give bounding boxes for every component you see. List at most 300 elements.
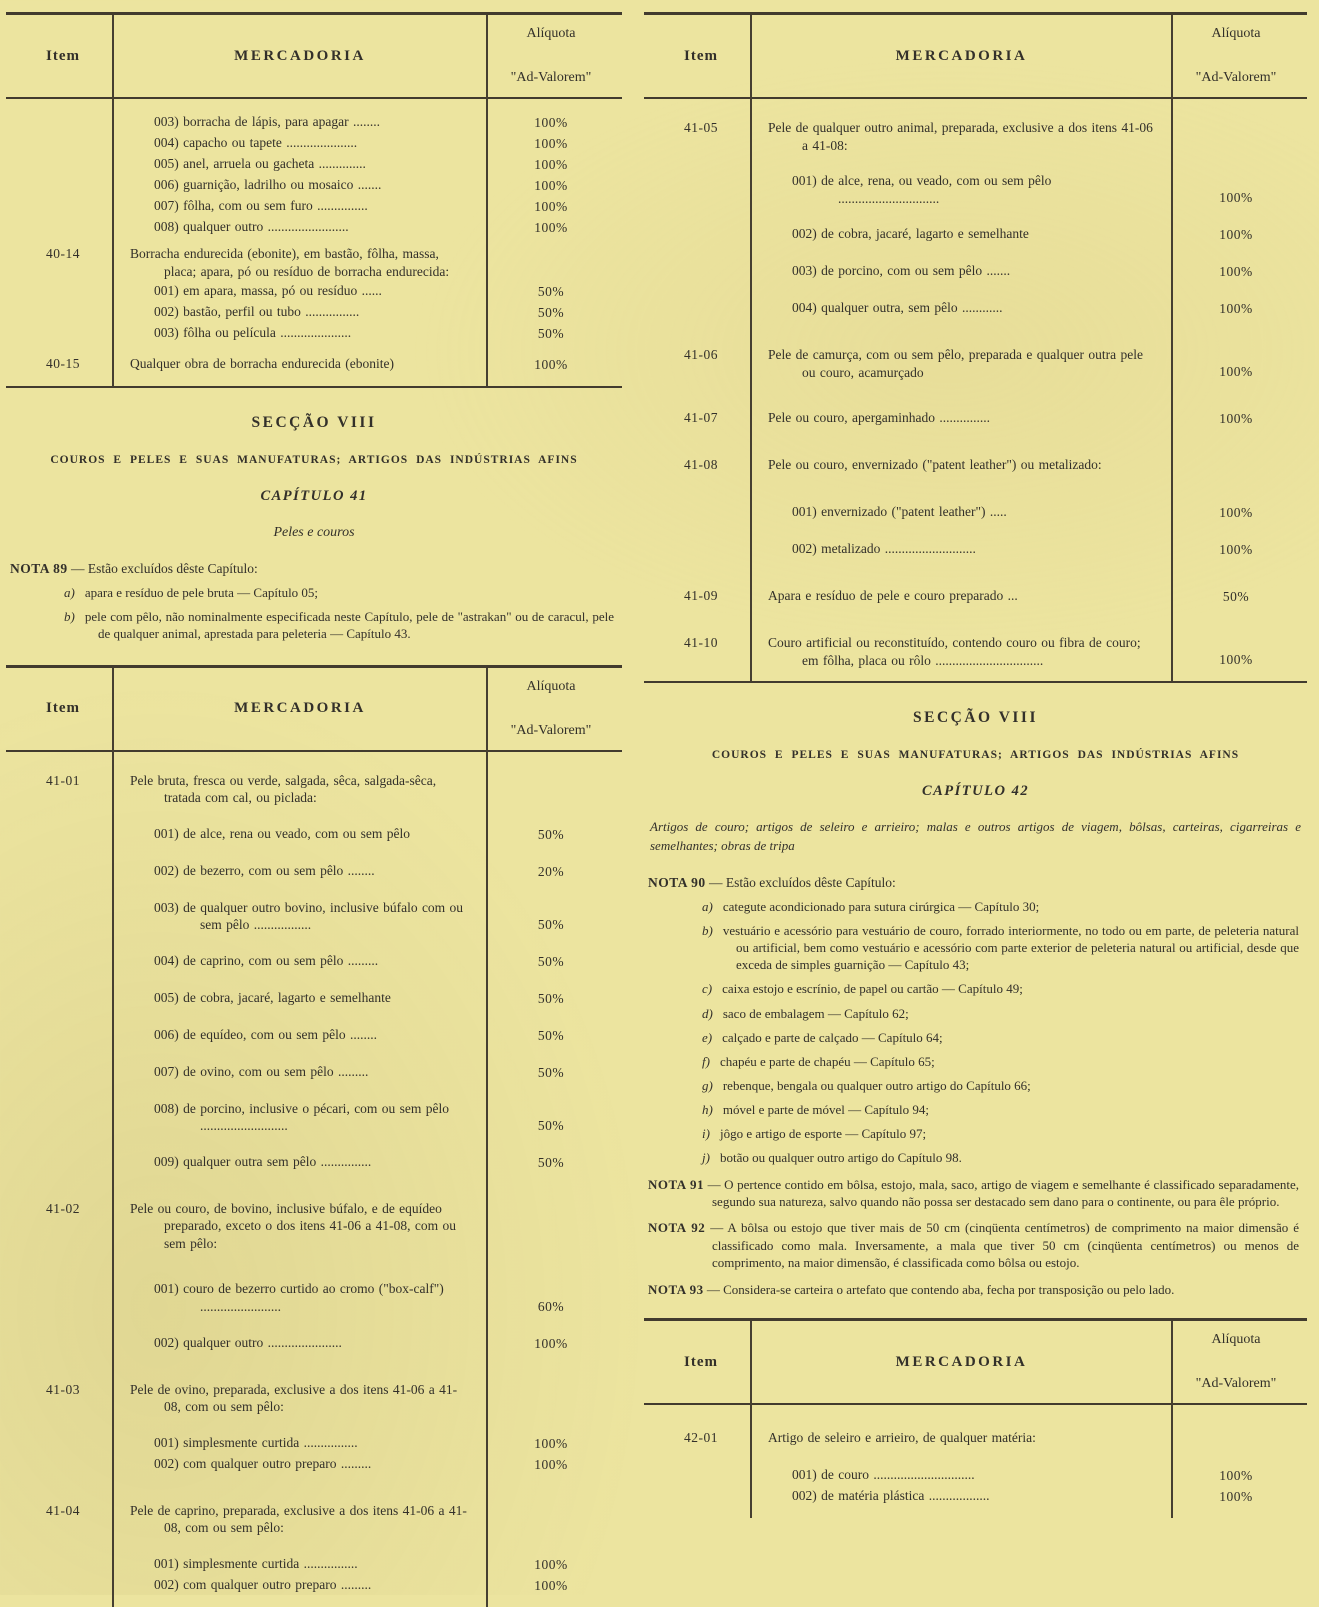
ad-valorem-rate	[480, 1153, 622, 1172]
rate-value: 100%	[534, 115, 568, 130]
rate-value: 100%	[534, 1335, 568, 1351]
table-row	[6, 197, 622, 216]
ad-valorem-rate	[1165, 172, 1307, 207]
merchandise-description: Pele de ovino, preparada, exclusive a dos itens 41-06 a 41-08, com ou sem pêlo:	[130, 1381, 458, 1415]
rate-value: 50%	[537, 1064, 565, 1080]
note-items	[10, 584, 618, 642]
item-code: 41-07	[684, 410, 718, 426]
note-intro: — Estão excluídos dêste Capítulo:	[71, 561, 258, 577]
note-item-letter: a)	[64, 585, 75, 601]
merchandise-description: 005) de cobra, jacaré, lagarto e semelhante	[154, 989, 391, 1005]
note-heading	[648, 875, 1303, 891]
table-row	[6, 1555, 622, 1574]
aliquota-label: Alíquota	[1211, 26, 1261, 41]
table-row	[644, 634, 1307, 669]
merchandise-description: Pele de caprino, preparada, exclusive a dos itens 41-06 a 41-08, com ou sem pêlo:	[130, 1502, 467, 1536]
merchandise-description: 005) anel, arruela ou gacheta ..............	[154, 156, 366, 171]
item-code	[6, 989, 120, 1008]
ad-valorem-rate	[480, 197, 622, 216]
note-paragraph: NOTA 91 — O pertence contido em bôlsa, estojo, mala, saco, artigo de viagem e semelhante é classificado separadamente, segundo sua natureza, salvo quando não possa ser destacado sem dano para o continente, ou para êle próprio.	[648, 1176, 1299, 1210]
merchandise-description: 002) com qualquer outro preparo .........	[154, 1455, 372, 1471]
left-column	[6, 6, 622, 1607]
note-item-letter: h)	[702, 1102, 713, 1118]
merchandise-description: 002) de bezerro, com ou sem pêlo ........	[154, 862, 375, 878]
table-row	[644, 225, 1307, 244]
table-row	[644, 262, 1307, 281]
note-label: NOTA 91	[648, 1176, 704, 1192]
merchandise-description: 003) borracha de lápis, para apagar ........	[154, 114, 381, 129]
ad-valorem-label: "Ad-Valorem"	[510, 722, 592, 738]
merchandise-description: 002) de cobra, jacaré, lagarto e semelhante	[792, 226, 1029, 242]
note-item: g) rebenque, bengala ou qualquer outro artigo do Capítulo 66;	[702, 1078, 1031, 1093]
merchandise-description: 001) de alce, rena ou veado, com ou sem pêlo	[154, 825, 411, 841]
ad-valorem-rate	[1165, 346, 1307, 381]
ad-valorem-rate	[480, 1576, 622, 1595]
chapter-subtitle: Peles e couros	[273, 525, 355, 541]
table-row	[6, 245, 622, 280]
column-divider	[486, 668, 488, 1607]
table-row	[644, 1466, 1307, 1485]
ad-valorem-rate	[480, 282, 622, 301]
item-code	[644, 262, 758, 281]
note-paragraphs	[648, 1176, 1303, 1298]
item-code: 41-01	[46, 772, 80, 788]
item-code: 42-01	[684, 1430, 718, 1446]
note-items	[648, 898, 1303, 1167]
merchandise-description: 004) qualquer outra, sem pêlo ............	[792, 300, 1003, 316]
rate-value: 100%	[534, 357, 568, 373]
table-row	[6, 303, 622, 322]
item-code: 41-10	[684, 635, 718, 651]
rate-value: 100%	[1219, 190, 1253, 206]
section-subtitle: COUROS E PELES E SUAS MANUFATURAS; ARTIGOS DAS INDÚSTRIAS AFINS	[50, 454, 578, 467]
column-divider	[486, 15, 488, 386]
merchandise-description: 006) de equídeo, com ou sem pêlo ........	[154, 1026, 377, 1042]
item-code: 41-08	[684, 457, 718, 473]
rate-value: 50%	[537, 1154, 565, 1170]
table-row	[6, 899, 622, 934]
item-code	[6, 1455, 120, 1474]
merchandise-description: 001) de alce, rena, ou veado, com ou sem pêlo ..............................	[792, 173, 1052, 206]
ad-valorem-rate	[480, 1026, 622, 1045]
item-code: 41-09	[684, 588, 718, 604]
ad-valorem-rate	[1165, 503, 1307, 522]
item-code	[6, 176, 120, 195]
ad-valorem-rate	[480, 989, 622, 1008]
table-row	[6, 1200, 622, 1253]
merchandise-description: 004) capacho ou tapete .....................	[154, 135, 358, 150]
chapter-title: CAPÍTULO 42	[921, 783, 1030, 800]
merchandise-description: 001) de couro ..............................	[792, 1467, 975, 1483]
item-code	[6, 825, 120, 844]
item-code	[6, 197, 120, 216]
column-header-item: Item	[684, 1353, 718, 1370]
chapter-title: CAPÍTULO 41	[260, 488, 368, 505]
rate-value: 50%	[537, 326, 565, 342]
ad-valorem-rate	[480, 899, 622, 934]
ad-valorem-rate	[1165, 409, 1307, 428]
table-row	[6, 825, 622, 844]
table-row	[6, 355, 622, 374]
merchandise-description: 006) guarnição, ladrilho ou mosaico .......	[154, 177, 382, 192]
ad-valorem-rate	[1165, 1466, 1307, 1485]
rate-value: 100%	[1219, 264, 1253, 280]
item-code	[6, 1334, 120, 1353]
rate-value: 100%	[1219, 505, 1253, 521]
table-row	[6, 1576, 622, 1595]
table-row	[6, 218, 622, 237]
rate-value: 100%	[1219, 227, 1253, 243]
table-row	[6, 862, 622, 881]
table-row	[644, 587, 1307, 606]
aliquota-label: Alíquota	[526, 26, 576, 41]
ad-valorem-rate	[480, 355, 622, 374]
table-row	[6, 989, 622, 1008]
note-item-letter: e)	[702, 1029, 713, 1045]
ad-valorem-rate	[1165, 540, 1307, 559]
item-code	[6, 1100, 120, 1135]
table-row	[644, 409, 1307, 428]
note-item: j) botão ou qualquer outro artigo do Capítulo 98.	[702, 1150, 962, 1166]
rate-value: 100%	[1219, 364, 1253, 380]
rate-value: 50%	[1222, 589, 1250, 605]
merchandise-description: 009) qualquer outra sem pêlo ...............	[154, 1153, 372, 1169]
column-divider	[1171, 15, 1173, 681]
tariff-table-cap41	[6, 665, 622, 1607]
note-item-letter: b)	[64, 609, 75, 625]
note-item: f) chapéu e parte de chapéu — Capítulo 65;	[702, 1053, 935, 1069]
merchandise-description: Pele bruta, fresca ou verde, salgada, sêca, salgada-sêca, tratada com cal, ou piclada:	[130, 772, 437, 806]
column-header-aliquota	[1165, 1321, 1307, 1403]
rate-value: 50%	[537, 1027, 565, 1043]
table-row	[6, 1026, 622, 1045]
rate-value: 100%	[1219, 1489, 1253, 1505]
note-item: d) saco de embalagem — Capítulo 62;	[702, 1005, 909, 1021]
table-body	[6, 752, 622, 1607]
merchandise-description: Qualquer obra de borracha endurecida (ebonite)	[130, 356, 394, 372]
column-header-item: Item	[46, 700, 80, 717]
item-code	[6, 1153, 120, 1172]
item-code	[6, 1555, 120, 1574]
item-code	[644, 1487, 758, 1506]
note-label: NOTA 93	[648, 1281, 704, 1297]
merchandise-description: 002) com qualquer outro preparo .........	[154, 1576, 372, 1592]
rate-value: 50%	[537, 990, 565, 1006]
note-item: a) apara e resíduo de pele bruta — Capítulo 05;	[64, 585, 319, 601]
note-item: a) categute acondicionado para sutura cirúrgica — Capítulo 30;	[702, 898, 1040, 914]
rate-value: 100%	[1219, 411, 1253, 427]
merchandise-description: Pele ou couro, de bovino, inclusive búfalo, e de equídeo preparado, exceto o dos itens 41-06 a 41-08, com ou sem pêlo:	[130, 1200, 457, 1251]
right-column	[644, 6, 1307, 1607]
item-code	[6, 1063, 120, 1082]
rate-value: 100%	[534, 1435, 568, 1451]
merchandise-description: 003) de porcino, com ou sem pêlo .......	[792, 263, 1011, 279]
note-item-letter: f)	[702, 1053, 710, 1069]
item-code: 41-02	[46, 1200, 80, 1216]
note-item-letter: i)	[702, 1126, 710, 1142]
rate-value: 50%	[537, 826, 565, 842]
rate-value: 50%	[537, 916, 565, 932]
item-code	[6, 134, 120, 153]
ad-valorem-rate	[480, 303, 622, 322]
note-item-letter: d)	[702, 1005, 713, 1021]
ad-valorem-rate	[1165, 634, 1307, 669]
merchandise-description: 003) fôlha ou película .....................	[154, 325, 352, 341]
note-item: i) jôgo e artigo de esporte — Capítulo 97;	[702, 1126, 927, 1142]
ad-valorem-rate	[480, 1280, 622, 1315]
column-header-aliquota	[480, 668, 622, 750]
item-code	[644, 503, 758, 522]
column-divider	[750, 1321, 752, 1518]
item-code: 41-03	[46, 1381, 80, 1397]
section-cap42	[644, 709, 1307, 1298]
note-label: NOTA 89	[10, 561, 68, 577]
ad-valorem-rate	[480, 825, 622, 844]
rate-value: 100%	[534, 136, 568, 151]
item-code	[644, 225, 758, 244]
note-item: b) vestuário e acessório para vestuário de couro, forrado interiormente, no todo ou em parte, de peleteria natural ou artificial, bem como vestuário e acessório com parte exterior de peleteria natural ou artificial, desde que exceda de simples guarnição — Capítulo 43;	[702, 922, 1299, 973]
note-label: NOTA 92	[648, 1220, 706, 1236]
item-code	[6, 1434, 120, 1453]
table-header	[6, 15, 622, 99]
merchandise-description: 002) bastão, perfil ou tubo ................	[154, 304, 360, 320]
item-code	[6, 113, 120, 132]
ad-valorem-rate	[480, 134, 622, 153]
note-item: c) caixa estojo e escrínio, de papel ou cartão — Capítulo 49;	[702, 981, 1023, 997]
table-row	[6, 1063, 622, 1082]
item-code	[6, 155, 120, 174]
merchandise-description: Borracha endurecida (ebonite), em bastão, fôlha, massa, placa; apara, pó ou resíduo de borracha endurecida:	[130, 246, 450, 279]
ad-valorem-rate	[480, 218, 622, 237]
rate-value: 100%	[534, 1456, 568, 1472]
ad-valorem-rate	[480, 113, 622, 132]
note-item: e) calçado e parte de calçado — Capítulo 64;	[702, 1029, 943, 1045]
column-divider	[1171, 1321, 1173, 1518]
aliquota-label: Alíquota	[1211, 1332, 1261, 1348]
column-header-item: Item	[684, 47, 718, 64]
merchandise-description: Artigo de seleiro e arrieiro, de qualquer matéria:	[768, 1430, 1036, 1446]
chapter-description: Artigos de couro; artigos de seleiro e arrieiro; malas e outros artigos de viagem, bôlsas, carteiras, cigarreiras e semelhantes; obras de tripa	[650, 819, 1301, 853]
item-code	[644, 299, 758, 318]
table-row	[6, 1100, 622, 1135]
table-body	[644, 1405, 1307, 1518]
table-row	[6, 1381, 622, 1416]
ad-valorem-rate	[480, 1063, 622, 1082]
note-item-letter: g)	[702, 1078, 713, 1093]
table-row	[644, 299, 1307, 318]
table-row	[6, 134, 622, 153]
rate-value: 100%	[1219, 652, 1253, 668]
ad-valorem-rate	[1165, 456, 1307, 475]
merchandise-description: Pele ou couro, envernizado ("patent leather") ou metalizado:	[768, 457, 1102, 473]
ad-valorem-rate	[480, 1100, 622, 1135]
merchandise-description: 008) de porcino, inclusive o pécari, com ou sem pêlo ..........................	[154, 1100, 450, 1134]
merchandise-description: 001) simplesmente curtida ................	[154, 1434, 358, 1450]
table-row	[644, 1429, 1307, 1448]
table-row	[6, 324, 622, 343]
column-header-mercadoria: MERCADORIA	[895, 47, 1028, 64]
item-code	[6, 1576, 120, 1595]
ad-valorem-rate	[480, 1381, 622, 1416]
merchandise-description: 004) de caprino, com ou sem pêlo .........	[154, 952, 379, 968]
ad-valorem-rate	[480, 176, 622, 195]
note-paragraph: NOTA 93 — Considera-se carteira o artefato que contendo aba, fecha por transposição ou pelo lado.	[648, 1281, 1175, 1297]
table-body	[6, 99, 622, 386]
merchandise-description: 002) de matéria plástica ..................	[792, 1488, 990, 1504]
ad-valorem-rate	[480, 862, 622, 881]
table-row	[644, 1487, 1307, 1506]
table-row	[6, 1334, 622, 1353]
merchandise-description: 007) de ovino, com ou sem pêlo .........	[154, 1063, 369, 1079]
note-item-letter: c)	[702, 981, 713, 997]
item-code	[6, 899, 120, 934]
table-row	[6, 1455, 622, 1474]
rate-value: 60%	[537, 1298, 565, 1314]
column-header-mercadoria: MERCADORIA	[234, 700, 366, 717]
rate-value: 50%	[537, 284, 565, 300]
ad-valorem-label: "Ad-Valorem"	[510, 70, 592, 85]
table-row	[644, 540, 1307, 559]
ad-valorem-rate	[1165, 1429, 1307, 1448]
merchandise-description: 002) metalizado ...........................	[792, 541, 976, 557]
note-item-letter: j)	[702, 1150, 710, 1166]
rate-value: 100%	[534, 1577, 568, 1593]
rate-value: 100%	[1219, 542, 1253, 558]
item-code	[6, 324, 120, 343]
note-paragraph: NOTA 92 — A bôlsa ou estojo que tiver mais de 50 cm (cinqüenta centímetros) de comprimento na maior dimensão é classificado como mala. Inversamente, a mala que tiver 50 cm (cinqüenta centímetros) ou menos de comprimento, na maior dimensão, é classificada como bôlsa ou estojo.	[648, 1220, 1299, 1271]
table-row	[6, 772, 622, 807]
column-header-aliquota	[480, 15, 622, 97]
ad-valorem-rate	[1165, 299, 1307, 318]
table-row	[6, 176, 622, 195]
rate-value: 50%	[537, 953, 565, 969]
ad-valorem-rate	[480, 952, 622, 971]
section-subtitle: COUROS E PELES E SUAS MANUFATURAS; ARTIGOS DAS INDÚSTRIAS AFINS	[711, 749, 1240, 762]
rate-value: 50%	[537, 1117, 565, 1133]
item-code	[6, 1280, 120, 1315]
item-code	[644, 1466, 758, 1485]
merchandise-description: 003) de qualquer outro bovino, inclusive búfalo com ou sem pêlo .................	[154, 899, 464, 933]
ad-valorem-rate	[480, 1555, 622, 1574]
merchandise-description: 001) envernizado ("patent leather") .....	[792, 504, 1007, 520]
item-code	[6, 218, 120, 237]
item-code	[6, 952, 120, 971]
table-row	[6, 155, 622, 174]
note-item: h) móvel e parte de móvel — Capítulo 94;	[702, 1102, 929, 1118]
table-row	[6, 1280, 622, 1315]
note-label: NOTA 90	[648, 874, 706, 890]
ad-valorem-rate	[480, 1434, 622, 1453]
ad-valorem-label: "Ad-Valorem"	[1195, 70, 1277, 85]
table-header	[644, 15, 1307, 99]
ad-valorem-rate	[480, 1455, 622, 1474]
rate-value: 100%	[534, 199, 568, 214]
rate-value: 100%	[534, 157, 568, 172]
item-code	[644, 540, 758, 559]
merchandise-description: 001) couro de bezerro curtido ao cromo ("box-calf") ........................	[154, 1281, 444, 1315]
merchandise-description: Pele de qualquer outro animal, preparada, exclusive a dos itens 41-06 a 41-08:	[768, 120, 1153, 153]
ad-valorem-label: "Ad-Valorem"	[1195, 1376, 1277, 1392]
aliquota-label: Alíquota	[526, 678, 576, 694]
rate-value: 100%	[1219, 301, 1253, 317]
merchandise-description: 008) qualquer outro ........................	[154, 219, 349, 234]
ad-valorem-rate	[480, 245, 622, 280]
table-row	[644, 503, 1307, 522]
ad-valorem-rate	[480, 324, 622, 343]
note-intro: — Estão excluídos dêste Capítulo:	[709, 874, 896, 890]
tariff-table-cap40	[6, 12, 622, 388]
item-code: 40-15	[46, 356, 80, 372]
column-divider	[112, 15, 114, 386]
ad-valorem-rate	[480, 1334, 622, 1353]
note-item: b) pele com pêlo, não nominalmente especificada neste Capítulo, pele de "astrakan" ou de caracul, pele de qualquer animal, aprestada para peleteria — Capítulo 43.	[64, 609, 614, 642]
ad-valorem-rate	[480, 1502, 622, 1537]
note-item-letter: b)	[702, 922, 713, 938]
table-row	[6, 1434, 622, 1453]
table-row	[6, 952, 622, 971]
item-code	[6, 303, 120, 322]
tariff-table-cap41-cont	[644, 12, 1307, 683]
column-header-mercadoria: MERCADORIA	[895, 1353, 1028, 1370]
section-cap41	[6, 414, 622, 642]
merchandise-description: Pele ou couro, apergaminhado ...............	[768, 410, 990, 426]
ad-valorem-rate	[480, 155, 622, 174]
table-row	[6, 113, 622, 132]
ad-valorem-rate	[1165, 119, 1307, 154]
merchandise-description: 002) qualquer outro ......................	[154, 1334, 342, 1350]
rate-value: 50%	[537, 305, 565, 321]
merchandise-description: 001) simplesmente curtida ................	[154, 1555, 358, 1571]
note-item-letter: a)	[702, 898, 713, 914]
item-code: 41-04	[46, 1502, 80, 1518]
table-row	[644, 119, 1307, 154]
item-code	[644, 172, 758, 207]
column-divider	[750, 15, 752, 681]
column-header-item: Item	[46, 47, 80, 64]
tariff-table-cap42	[644, 1318, 1307, 1518]
rate-value: 100%	[534, 1556, 568, 1572]
item-code	[6, 862, 120, 881]
table-row	[6, 282, 622, 301]
section-title: SECÇÃO VIII	[251, 414, 377, 432]
ad-valorem-rate	[480, 1200, 622, 1253]
column-header-mercadoria: MERCADORIA	[234, 47, 366, 64]
merchandise-description: 001) em apara, massa, pó ou resíduo ......	[154, 283, 382, 299]
merchandise-description: 007) fôlha, com ou sem furo ...............	[154, 198, 368, 213]
table-row	[644, 456, 1307, 475]
ad-valorem-rate	[480, 772, 622, 807]
ad-valorem-rate	[1165, 225, 1307, 244]
table-header	[644, 1321, 1307, 1405]
rate-value: 100%	[1219, 1468, 1253, 1484]
item-code	[6, 282, 120, 301]
rate-value: 100%	[534, 220, 568, 235]
column-divider	[112, 668, 114, 1607]
column-header-aliquota	[1165, 15, 1307, 97]
rate-value: 20%	[537, 863, 565, 879]
ad-valorem-rate	[1165, 1487, 1307, 1506]
note-heading	[10, 561, 618, 577]
table-header	[6, 668, 622, 752]
merchandise-description: Pele de camurça, com ou sem pêlo, preparada e qualquer outra pele ou couro, acamurçado	[768, 347, 1143, 380]
table-row	[644, 346, 1307, 381]
table-row	[6, 1153, 622, 1172]
table-row	[6, 1502, 622, 1537]
ad-valorem-rate	[1165, 262, 1307, 281]
table-body	[644, 99, 1307, 681]
table-row	[644, 172, 1307, 207]
item-code: 41-06	[684, 347, 718, 363]
